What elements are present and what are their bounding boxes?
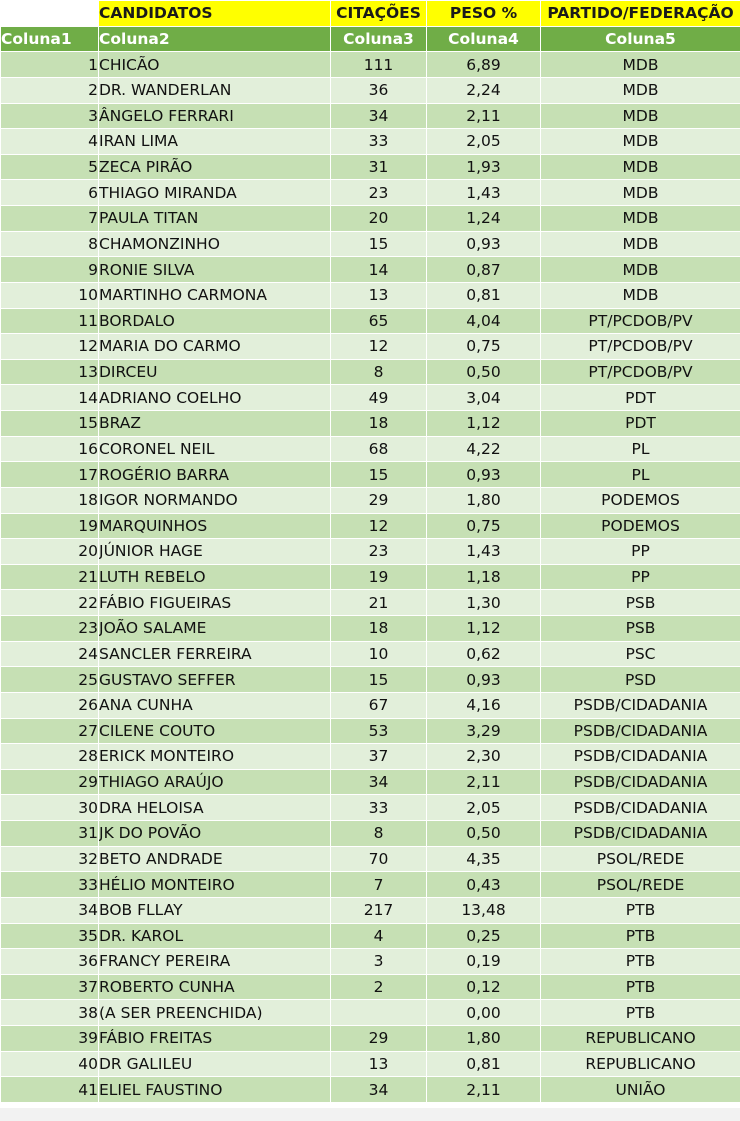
citations-cell[interactable]: 34	[331, 103, 427, 129]
party-cell[interactable]: PSOL/REDE	[541, 846, 740, 872]
party-cell[interactable]: PSDB/CIDADANIA	[541, 692, 740, 718]
table-row	[1, 180, 740, 206]
weight-cell[interactable]: 0,62	[427, 641, 541, 667]
table-row	[1, 462, 740, 488]
party-cell[interactable]: PSDB/CIDADANIA	[541, 744, 740, 770]
weight-cell[interactable]: 1,43	[427, 180, 541, 206]
row-number-cell[interactable]: 22	[1, 590, 99, 616]
citations-cell[interactable]: 36	[331, 77, 427, 103]
citations-cell[interactable]: 13	[331, 282, 427, 308]
party-cell[interactable]: MDB	[541, 103, 740, 129]
row-number-cell[interactable]: 36	[1, 949, 99, 975]
weight-cell[interactable]: 2,05	[427, 795, 541, 821]
table-row	[1, 846, 740, 872]
candidate-name-cell[interactable]: FRANCY PEREIRA	[99, 949, 331, 975]
sheet-bottom-strip	[0, 1108, 740, 1121]
candidate-name-cell[interactable]: IGOR NORMANDO	[99, 487, 331, 513]
weight-cell[interactable]: 3,29	[427, 718, 541, 744]
candidate-name-cell[interactable]: FÁBIO FIGUEIRAS	[99, 590, 331, 616]
citations-cell[interactable]	[331, 1000, 427, 1026]
candidate-name-cell[interactable]: CHICÃO	[99, 52, 331, 78]
row-number-cell[interactable]: 32	[1, 846, 99, 872]
party-cell[interactable]: PTB	[541, 949, 740, 975]
candidate-name-cell[interactable]: MARQUINHOS	[99, 513, 331, 539]
weight-cell[interactable]: 1,43	[427, 539, 541, 565]
candidate-name-cell[interactable]: FÁBIO FREITAS	[99, 1026, 331, 1052]
row-number-cell[interactable]: 34	[1, 897, 99, 923]
row-number-cell[interactable]: 11	[1, 308, 99, 334]
weight-cell[interactable]: 0,50	[427, 821, 541, 847]
candidate-name-cell[interactable]: ZECA PIRÃO	[99, 154, 331, 180]
party-cell[interactable]: PODEMOS	[541, 513, 740, 539]
table-row	[1, 769, 740, 795]
candidate-name-cell[interactable]: THIAGO MIRANDA	[99, 180, 331, 206]
citations-cell[interactable]: 2	[331, 974, 427, 1000]
table-row	[1, 359, 740, 385]
party-cell[interactable]: MDB	[541, 231, 740, 257]
weight-cell[interactable]: 2,24	[427, 77, 541, 103]
weight-cell[interactable]: 1,12	[427, 616, 541, 642]
weight-cell[interactable]: 2,05	[427, 129, 541, 155]
table-row	[1, 667, 740, 693]
row-number-cell[interactable]: 37	[1, 974, 99, 1000]
row-number-cell[interactable]: 21	[1, 564, 99, 590]
weight-cell[interactable]: 6,89	[427, 52, 541, 78]
party-cell[interactable]: MDB	[541, 52, 740, 78]
party-cell[interactable]: PSDB/CIDADANIA	[541, 795, 740, 821]
table-row	[1, 103, 740, 129]
row-number-cell[interactable]: 12	[1, 334, 99, 360]
weight-cell[interactable]: 0,19	[427, 949, 541, 975]
table-row	[1, 539, 740, 565]
row-number-cell[interactable]: 9	[1, 257, 99, 283]
row-number-cell[interactable]: 3	[1, 103, 99, 129]
table-row	[1, 616, 740, 642]
candidate-name-cell[interactable]: ROGÉRIO BARRA	[99, 462, 331, 488]
citations-cell[interactable]: 13	[331, 1051, 427, 1077]
row-number-cell[interactable]: 18	[1, 487, 99, 513]
row-number-cell[interactable]: 30	[1, 795, 99, 821]
citations-cell[interactable]: 21	[331, 590, 427, 616]
citations-cell[interactable]: 29	[331, 1026, 427, 1052]
candidate-name-cell[interactable]: BRAZ	[99, 411, 331, 437]
table-row	[1, 923, 740, 949]
candidate-name-cell[interactable]: MARIA DO CARMO	[99, 334, 331, 360]
candidate-name-cell[interactable]: ROBERTO CUNHA	[99, 974, 331, 1000]
table-row	[1, 974, 740, 1000]
candidate-name-cell[interactable]: ANA CUNHA	[99, 692, 331, 718]
citations-cell[interactable]: 18	[331, 616, 427, 642]
header-partido[interactable]: PARTIDO/FEDERAÇÃO	[541, 1, 740, 27]
citations-cell[interactable]: 34	[331, 769, 427, 795]
party-cell[interactable]: MDB	[541, 257, 740, 283]
citations-cell[interactable]: 7	[331, 872, 427, 898]
weight-cell[interactable]: 2,30	[427, 744, 541, 770]
table-row	[1, 564, 740, 590]
header-candidatos[interactable]: CANDIDATOS	[99, 1, 331, 27]
citations-cell[interactable]: 15	[331, 462, 427, 488]
candidate-name-cell[interactable]: ELIEL FAUSTINO	[99, 1077, 331, 1103]
party-cell[interactable]: REPUBLICANO	[541, 1051, 740, 1077]
table-row	[1, 641, 740, 667]
weight-cell[interactable]: 0,87	[427, 257, 541, 283]
row-number-cell[interactable]: 25	[1, 667, 99, 693]
table-row	[1, 77, 740, 103]
party-cell[interactable]: PTB	[541, 1000, 740, 1026]
citations-cell[interactable]: 70	[331, 846, 427, 872]
party-cell[interactable]: MDB	[541, 206, 740, 232]
row-number-cell[interactable]: 33	[1, 872, 99, 898]
table-row	[1, 1000, 740, 1026]
citations-cell[interactable]: 31	[331, 154, 427, 180]
row-number-cell[interactable]: 16	[1, 436, 99, 462]
citations-cell[interactable]: 23	[331, 539, 427, 565]
column-header-2[interactable]: Coluna2	[99, 26, 331, 52]
candidate-name-cell[interactable]: DR. WANDERLAN	[99, 77, 331, 103]
candidate-name-cell[interactable]: BETO ANDRADE	[99, 846, 331, 872]
column-header-5[interactable]: Coluna5	[541, 26, 740, 52]
row-number-cell[interactable]: 26	[1, 692, 99, 718]
party-cell[interactable]: MDB	[541, 77, 740, 103]
candidate-name-cell[interactable]: RONIE SILVA	[99, 257, 331, 283]
weight-cell[interactable]: 3,04	[427, 385, 541, 411]
citations-cell[interactable]: 111	[331, 52, 427, 78]
row-number-cell[interactable]: 17	[1, 462, 99, 488]
candidate-name-cell[interactable]: CILENE COUTO	[99, 718, 331, 744]
table-row	[1, 411, 740, 437]
row-number-cell[interactable]: 2	[1, 77, 99, 103]
weight-cell[interactable]: 0,50	[427, 359, 541, 385]
citations-cell[interactable]: 8	[331, 359, 427, 385]
weight-cell[interactable]: 1,24	[427, 206, 541, 232]
party-cell[interactable]: PT/PCDOB/PV	[541, 308, 740, 334]
table-row	[1, 1051, 740, 1077]
party-cell[interactable]: PSOL/REDE	[541, 872, 740, 898]
citations-cell[interactable]: 14	[331, 257, 427, 283]
party-cell[interactable]: PDT	[541, 411, 740, 437]
weight-cell[interactable]: 1,93	[427, 154, 541, 180]
party-cell[interactable]: REPUBLICANO	[541, 1026, 740, 1052]
empty-cell[interactable]	[1, 1, 99, 27]
row-number-cell[interactable]: 29	[1, 769, 99, 795]
table-row	[1, 487, 740, 513]
row-number-cell[interactable]: 15	[1, 411, 99, 437]
weight-cell[interactable]: 0,00	[427, 1000, 541, 1026]
table-row	[1, 154, 740, 180]
table-body	[1, 1, 740, 1103]
row-number-cell[interactable]: 6	[1, 180, 99, 206]
party-cell[interactable]: PSDB/CIDADANIA	[541, 821, 740, 847]
weight-cell[interactable]: 0,75	[427, 334, 541, 360]
weight-cell[interactable]: 0,81	[427, 282, 541, 308]
row-number-cell[interactable]: 7	[1, 206, 99, 232]
weight-cell[interactable]: 4,16	[427, 692, 541, 718]
citations-cell[interactable]: 33	[331, 795, 427, 821]
row-number-cell[interactable]: 35	[1, 923, 99, 949]
candidate-name-cell[interactable]: MARTINHO CARMONA	[99, 282, 331, 308]
party-cell[interactable]: MDB	[541, 282, 740, 308]
row-number-cell[interactable]: 24	[1, 641, 99, 667]
party-cell[interactable]: PSB	[541, 590, 740, 616]
table-row	[1, 206, 740, 232]
citations-cell[interactable]: 49	[331, 385, 427, 411]
citations-cell[interactable]: 15	[331, 231, 427, 257]
weight-cell[interactable]: 13,48	[427, 897, 541, 923]
table-row	[1, 1026, 740, 1052]
citations-cell[interactable]: 33	[331, 129, 427, 155]
candidate-name-cell[interactable]: JOÃO SALAME	[99, 616, 331, 642]
weight-cell[interactable]: 0,93	[427, 231, 541, 257]
table-row	[1, 231, 740, 257]
weight-cell[interactable]: 4,35	[427, 846, 541, 872]
weight-cell[interactable]: 0,12	[427, 974, 541, 1000]
candidate-name-cell[interactable]: BOB FLLAY	[99, 897, 331, 923]
candidate-name-cell[interactable]: DIRCEU	[99, 359, 331, 385]
row-number-cell[interactable]: 20	[1, 539, 99, 565]
party-cell[interactable]: PT/PCDOB/PV	[541, 359, 740, 385]
candidate-name-cell[interactable]: ADRIANO COELHO	[99, 385, 331, 411]
party-cell[interactable]: PTB	[541, 897, 740, 923]
citations-cell[interactable]: 3	[331, 949, 427, 975]
column-header-3[interactable]: Coluna3	[331, 26, 427, 52]
weight-cell[interactable]: 0,81	[427, 1051, 541, 1077]
row-number-cell[interactable]: 14	[1, 385, 99, 411]
table-row	[1, 718, 740, 744]
table-row	[1, 513, 740, 539]
candidate-name-cell[interactable]: GUSTAVO SEFFER	[99, 667, 331, 693]
row-number-cell[interactable]: 27	[1, 718, 99, 744]
candidate-name-cell[interactable]: LUTH REBELO	[99, 564, 331, 590]
party-cell[interactable]: PL	[541, 436, 740, 462]
table-row	[1, 821, 740, 847]
table-row	[1, 436, 740, 462]
table-row	[1, 52, 740, 78]
candidate-name-cell[interactable]: HÉLIO MONTEIRO	[99, 872, 331, 898]
table-row	[1, 744, 740, 770]
party-cell[interactable]: MDB	[541, 180, 740, 206]
table-row	[1, 949, 740, 975]
column-header-4[interactable]: Coluna4	[427, 26, 541, 52]
party-cell[interactable]: PSDB/CIDADANIA	[541, 718, 740, 744]
citations-cell[interactable]: 4	[331, 923, 427, 949]
citations-cell[interactable]: 19	[331, 564, 427, 590]
citations-cell[interactable]: 68	[331, 436, 427, 462]
candidate-name-cell[interactable]: CHAMONZINHO	[99, 231, 331, 257]
weight-cell[interactable]: 2,11	[427, 769, 541, 795]
row-number-cell[interactable]: 8	[1, 231, 99, 257]
row-number-cell[interactable]: 28	[1, 744, 99, 770]
table-row	[1, 795, 740, 821]
party-cell[interactable]: MDB	[541, 129, 740, 155]
party-cell[interactable]: PSB	[541, 616, 740, 642]
row-number-cell[interactable]: 1	[1, 52, 99, 78]
weight-cell[interactable]: 1,12	[427, 411, 541, 437]
row-number-cell[interactable]: 40	[1, 1051, 99, 1077]
header-citacoes[interactable]: CITAÇÕES	[331, 1, 427, 27]
weight-cell[interactable]: 0,25	[427, 923, 541, 949]
citations-cell[interactable]: 20	[331, 206, 427, 232]
row-number-cell[interactable]: 23	[1, 616, 99, 642]
row-number-cell[interactable]: 31	[1, 821, 99, 847]
row-number-cell[interactable]: 4	[1, 129, 99, 155]
weight-cell[interactable]: 2,11	[427, 1077, 541, 1103]
citations-cell[interactable]: 67	[331, 692, 427, 718]
candidate-name-cell[interactable]: BORDALO	[99, 308, 331, 334]
table-row	[1, 692, 740, 718]
candidate-name-cell[interactable]: ÂNGELO FERRARI	[99, 103, 331, 129]
table-row	[1, 129, 740, 155]
party-cell[interactable]: PT/PCDOB/PV	[541, 334, 740, 360]
party-cell[interactable]: PDT	[541, 385, 740, 411]
row-number-cell[interactable]: 39	[1, 1026, 99, 1052]
party-cell[interactable]: PSC	[541, 641, 740, 667]
citations-cell[interactable]: 53	[331, 718, 427, 744]
citations-cell[interactable]: 12	[331, 513, 427, 539]
party-cell[interactable]: PP	[541, 539, 740, 565]
weight-cell[interactable]: 0,93	[427, 462, 541, 488]
candidate-name-cell[interactable]: THIAGO ARAÚJO	[99, 769, 331, 795]
party-cell[interactable]: PTB	[541, 923, 740, 949]
citations-cell[interactable]: 12	[331, 334, 427, 360]
citations-cell[interactable]: 23	[331, 180, 427, 206]
weight-cell[interactable]: 1,80	[427, 1026, 541, 1052]
row-number-cell[interactable]: 13	[1, 359, 99, 385]
table-row	[1, 308, 740, 334]
party-cell[interactable]: MDB	[541, 154, 740, 180]
citations-cell[interactable]: 34	[331, 1077, 427, 1103]
row-number-cell[interactable]: 19	[1, 513, 99, 539]
party-cell[interactable]: UNIÃO	[541, 1077, 740, 1103]
table-row	[1, 257, 740, 283]
party-cell[interactable]: PTB	[541, 974, 740, 1000]
citations-cell[interactable]: 37	[331, 744, 427, 770]
weight-cell[interactable]: 0,93	[427, 667, 541, 693]
row-number-cell[interactable]: 38	[1, 1000, 99, 1026]
candidate-name-cell[interactable]: IRAN LIMA	[99, 129, 331, 155]
table-row	[1, 872, 740, 898]
row-number-cell[interactable]: 41	[1, 1077, 99, 1103]
weight-cell[interactable]: 0,43	[427, 872, 541, 898]
party-cell[interactable]: PP	[541, 564, 740, 590]
party-cell[interactable]: PL	[541, 462, 740, 488]
party-cell[interactable]: PSDB/CIDADANIA	[541, 769, 740, 795]
citations-cell[interactable]: 217	[331, 897, 427, 923]
table-row	[1, 385, 740, 411]
weight-cell[interactable]: 2,11	[427, 103, 541, 129]
party-cell[interactable]: PSD	[541, 667, 740, 693]
candidate-name-cell[interactable]: ERICK MONTEIRO	[99, 744, 331, 770]
weight-cell[interactable]: 1,30	[427, 590, 541, 616]
party-cell[interactable]: PODEMOS	[541, 487, 740, 513]
candidate-name-cell[interactable]: (A SER PREENCHIDA)	[99, 1000, 331, 1026]
citations-cell[interactable]: 8	[331, 821, 427, 847]
citations-cell[interactable]: 10	[331, 641, 427, 667]
citations-cell[interactable]: 18	[331, 411, 427, 437]
table-row	[1, 897, 740, 923]
candidate-name-cell[interactable]: PAULA TITAN	[99, 206, 331, 232]
candidate-name-cell[interactable]: DR. KAROL	[99, 923, 331, 949]
header-peso[interactable]: PESO %	[427, 1, 541, 27]
table-row	[1, 590, 740, 616]
row-number-cell[interactable]: 5	[1, 154, 99, 180]
weight-cell[interactable]: 4,22	[427, 436, 541, 462]
citations-cell[interactable]: 65	[331, 308, 427, 334]
title-header-row	[1, 1, 740, 27]
candidate-name-cell[interactable]: JÚNIOR HAGE	[99, 539, 331, 565]
column-header-row	[1, 26, 740, 52]
row-number-cell[interactable]: 10	[1, 282, 99, 308]
table-row	[1, 1077, 740, 1103]
weight-cell[interactable]: 1,80	[427, 487, 541, 513]
candidate-name-cell[interactable]: DRA HELOISA	[99, 795, 331, 821]
column-header-1[interactable]: Coluna1	[1, 26, 99, 52]
weight-cell[interactable]: 1,18	[427, 564, 541, 590]
citations-cell[interactable]: 29	[331, 487, 427, 513]
weight-cell[interactable]: 4,04	[427, 308, 541, 334]
weight-cell[interactable]: 0,75	[427, 513, 541, 539]
table-row	[1, 282, 740, 308]
candidate-name-cell[interactable]: DR GALILEU	[99, 1051, 331, 1077]
candidate-name-cell[interactable]: SANCLER FERREIRA	[99, 641, 331, 667]
candidate-name-cell[interactable]: CORONEL NEIL	[99, 436, 331, 462]
citations-cell[interactable]: 15	[331, 667, 427, 693]
candidate-name-cell[interactable]: JK DO POVÃO	[99, 821, 331, 847]
table-row	[1, 334, 740, 360]
